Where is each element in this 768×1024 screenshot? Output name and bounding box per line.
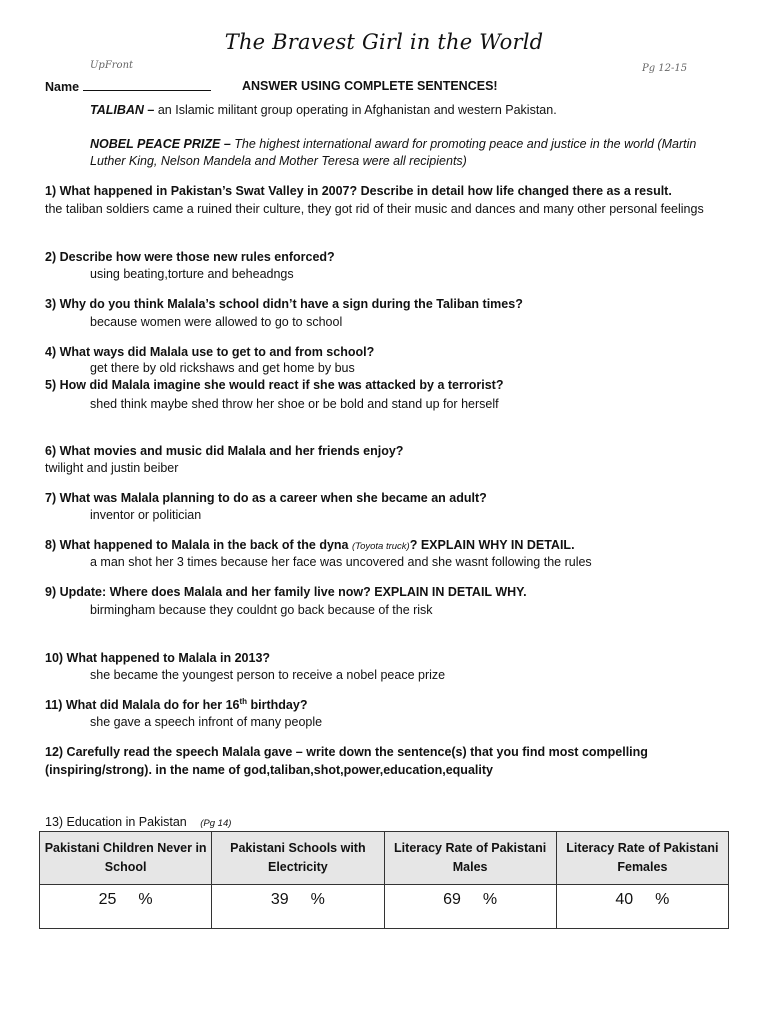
- percent-sign: %: [482, 891, 498, 908]
- answer-4: get there by old rickshaws and get home by bus: [90, 361, 355, 375]
- table-header-cell: [40, 832, 212, 885]
- handwritten-note-left: UpFront: [90, 60, 134, 71]
- table-cell: [212, 885, 384, 929]
- cell-value: 69: [443, 891, 461, 908]
- name-field[interactable]: [45, 79, 211, 94]
- header-line: Pakistani Schools with: [230, 841, 366, 855]
- question-5: 5) How did Malala imagine she would react if she was attacked by a terrorist?: [45, 378, 504, 392]
- header-line: Males: [452, 860, 488, 874]
- question-11-text: 11) What did Malala do for her 16: [45, 698, 240, 713]
- question-8: [45, 538, 575, 552]
- header-line: Literacy Rate of Pakistani: [566, 841, 719, 855]
- question-7: 7) What was Malala planning to do as a career when she became an adult?: [45, 491, 487, 505]
- answer-6: twilight and justin beiber: [45, 461, 179, 475]
- answer-10: she became the youngest person to receive a nobel peace prize: [90, 668, 446, 682]
- answer-2: using beating,torture and beheadngs: [90, 267, 294, 281]
- cell-value: 39: [270, 891, 289, 908]
- answer-12: in the name of god,taliban,shot,power,education,equality: [155, 763, 493, 777]
- table-header-row: [40, 832, 729, 885]
- name-label: Name: [45, 80, 80, 94]
- instructions: ANSWER USING COMPLETE SENTENCES!: [242, 79, 498, 93]
- question-12-text: (inspiring/strong).: [45, 763, 156, 777]
- header-line: Females: [617, 860, 668, 874]
- question-13-text: 13) Education in Pakistan: [45, 815, 187, 829]
- question-13: [45, 815, 231, 829]
- answer-3: because women were allowed to go to school: [90, 315, 343, 329]
- cell-value: 40: [615, 891, 634, 908]
- question-4: 4) What ways did Malala use to get to and from school?: [45, 345, 375, 359]
- question-8-note: (Toyota truck): [351, 541, 410, 552]
- definition-term: NOBEL PEACE PRIZE: [90, 137, 221, 151]
- question-11: [45, 697, 307, 712]
- percent-sign: %: [310, 891, 325, 908]
- cell-value: 25: [98, 891, 117, 908]
- definition-nobel-peace-prize: [90, 136, 730, 170]
- definition-separator: –: [220, 137, 235, 151]
- answer-11: she gave a speech infront of many people: [90, 715, 323, 729]
- answer-5: shed think maybe shed throw her shoe or be bold and stand up for herself: [90, 397, 499, 411]
- header-line: School: [104, 860, 147, 874]
- question-12: 12) Carefully read the speech Malala gave – write down the sentence(s) that you find most compelling: [45, 745, 648, 759]
- header-line: Literacy Rate of Pakistani: [394, 841, 547, 855]
- question-8-text-end: ? EXPLAIN WHY IN DETAIL.: [409, 538, 575, 552]
- handwritten-note-right: Pg 12-15: [642, 63, 688, 74]
- question-1: 1) What happened in Pakistan’s Swat Valley in 2007? Describe in detail how life changed there as a result.: [45, 184, 672, 198]
- question-12-line-2: [45, 763, 493, 777]
- question-6: 6) What movies and music did Malala and her friends enjoy?: [45, 444, 404, 458]
- table-cell: [556, 885, 728, 929]
- definition-taliban: [90, 102, 730, 119]
- percent-sign: %: [655, 891, 670, 908]
- percent-sign: %: [138, 891, 153, 908]
- definition-text: The highest international award for promoting peace and justice in the world (Martin Luther King, Nelson Mandela and Mother Teresa were all recipients): [90, 137, 697, 168]
- question-2: 2) Describe how were those new rules enforced?: [45, 250, 335, 264]
- table-header-cell: [384, 832, 556, 885]
- answer-8: a man shot her 3 times because her face was uncovered and she wasnt following the rules: [90, 555, 592, 569]
- answer-9: birmingham because they couldnt go back because of the risk: [90, 603, 433, 617]
- question-9: 9) Update: Where does Malala and her family live now? EXPLAIN IN DETAIL WHY.: [45, 585, 527, 599]
- name-blank-line[interactable]: [83, 79, 211, 91]
- question-8-text: 8) What happened to Malala in the back of the dyna: [45, 538, 352, 552]
- table-header-cell: [556, 832, 728, 885]
- table-cell: [40, 885, 212, 929]
- definition-separator: –: [143, 103, 158, 117]
- table-row: [40, 885, 729, 929]
- education-table: [39, 831, 729, 929]
- table-cell: [384, 885, 556, 929]
- question-10: 10) What happened to Malala in 2013?: [45, 651, 271, 665]
- question-3: 3) Why do you think Malala’s school didn’t have a sign during the Taliban times?: [45, 297, 523, 311]
- question-11-text-end: birthday?: [247, 698, 308, 713]
- header-line: Electricity: [267, 860, 328, 874]
- answer-7: inventor or politician: [90, 508, 202, 522]
- definition-term: TALIBAN: [90, 103, 144, 117]
- question-13-note: (Pg 14): [200, 818, 232, 829]
- table-header-cell: [212, 832, 384, 885]
- header-line: Pakistani Children Never in: [44, 841, 207, 855]
- answer-1: the taliban soldiers came a ruined their culture, they got rid of their music and dances and many other personal feelings: [45, 202, 704, 216]
- definition-text: an Islamic militant group operating in Afghanistan and western Pakistan.: [157, 103, 557, 117]
- ordinal-suffix: th: [239, 697, 248, 706]
- page-title: The Bravest Girl in the World: [224, 30, 544, 54]
